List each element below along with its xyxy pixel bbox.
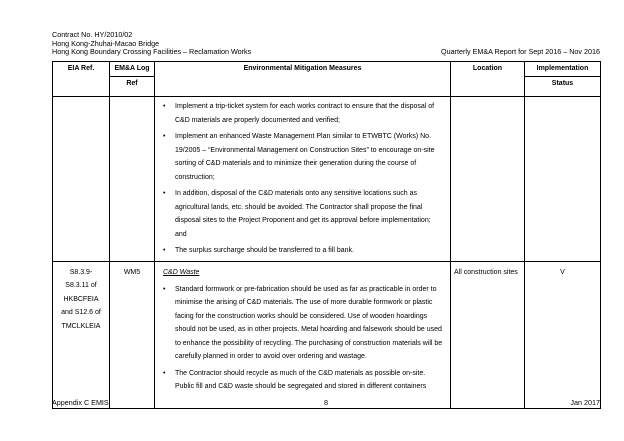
page-footer [52, 398, 600, 407]
col-location: Location [451, 62, 525, 97]
measures-cell [155, 261, 451, 408]
table-row [53, 261, 601, 408]
project-name: Hong Kong-Zhuhai-Macao Bridge [52, 38, 160, 48]
mitigation-measures-table [52, 61, 601, 409]
measures-cell [155, 97, 451, 262]
page-number: 8 [324, 398, 328, 407]
ema-log-cell [110, 97, 155, 262]
measure-bullet: • Implement an enhanced Waste Management Plan similar to ETWBTC (Works) No. 19/2005 – “Environmental Management on Construction Sites” to encourage on-site sorting of C&D materials and to minimize their generation during the course of construction; [175, 130, 444, 184]
footer-date: Jan 2017 [570, 398, 600, 407]
status-cell [525, 261, 601, 408]
report-title: Quarterly EM&A Report for Sept 2016 – Nov 2016 [440, 47, 600, 57]
measure-bullet: • The surplus surcharge should be transferred to a fill bank. [175, 244, 444, 258]
measure-section-title: C&D Waste [163, 268, 200, 276]
col-eia-ref: EIA Ref. [53, 62, 110, 97]
col-ema-log-ref: EM&A Log Ref [110, 62, 155, 97]
status-value: V [560, 268, 565, 276]
measure-bullet: • The Contractor should recycle as much of the C&D materials as possible on-site. Public fill and C&D waste should be segregated and stored in different containers [175, 367, 444, 394]
eia-ref-cell: S8.3.9- S8.3.11 of HKBCFEIA and S12.6 of TMCLKLEIA [53, 261, 110, 408]
appendix-label: Appendix C EMIS [52, 398, 109, 407]
contract-number: Contract No. HY/2010/02 [52, 30, 133, 39]
eia-ref-cell [53, 97, 110, 262]
col-mitigation-measures: Environmental Mitigation Measures [155, 62, 451, 97]
measure-bullet: • Implement a trip-ticket system for each works contract to ensure that the disposal of C&D materials are properly documented and verified; [175, 100, 444, 127]
measure-bullet: • Standard formwork or pre-fabrication should be used as far as practicable in order to minimise the arising of C&D materials. The use of more durable formwork or plastic facing for the construction works should be considered. Use of wooden hoardings should not be used, as in other projects. Metal hoarding and falsework should be used to enhance the possibility of recycling. The purchasing of construction materials will be carefully planned in order to avoid over ordering and wastage. [175, 283, 444, 364]
ema-log-cell: WM5 [110, 261, 155, 408]
table-header-row [53, 62, 601, 97]
location-cell [451, 97, 525, 262]
measure-bullet: • In addition, disposal of the C&D materials onto any sensitive locations such as agricultural lands, etc. should be avoided. The Contractor shall propose the final disposal sites to the Project Proponent and get its approval before implementation; and [175, 187, 444, 241]
status-cell [525, 97, 601, 262]
page-header [52, 31, 600, 57]
facility-name: Hong Kong Boundary Crossing Facilities – Reclamation Works [52, 47, 252, 57]
location-cell: All construction sites [451, 261, 525, 408]
table-row [53, 97, 601, 262]
col-implementation-status: Implementation Status [525, 62, 601, 97]
